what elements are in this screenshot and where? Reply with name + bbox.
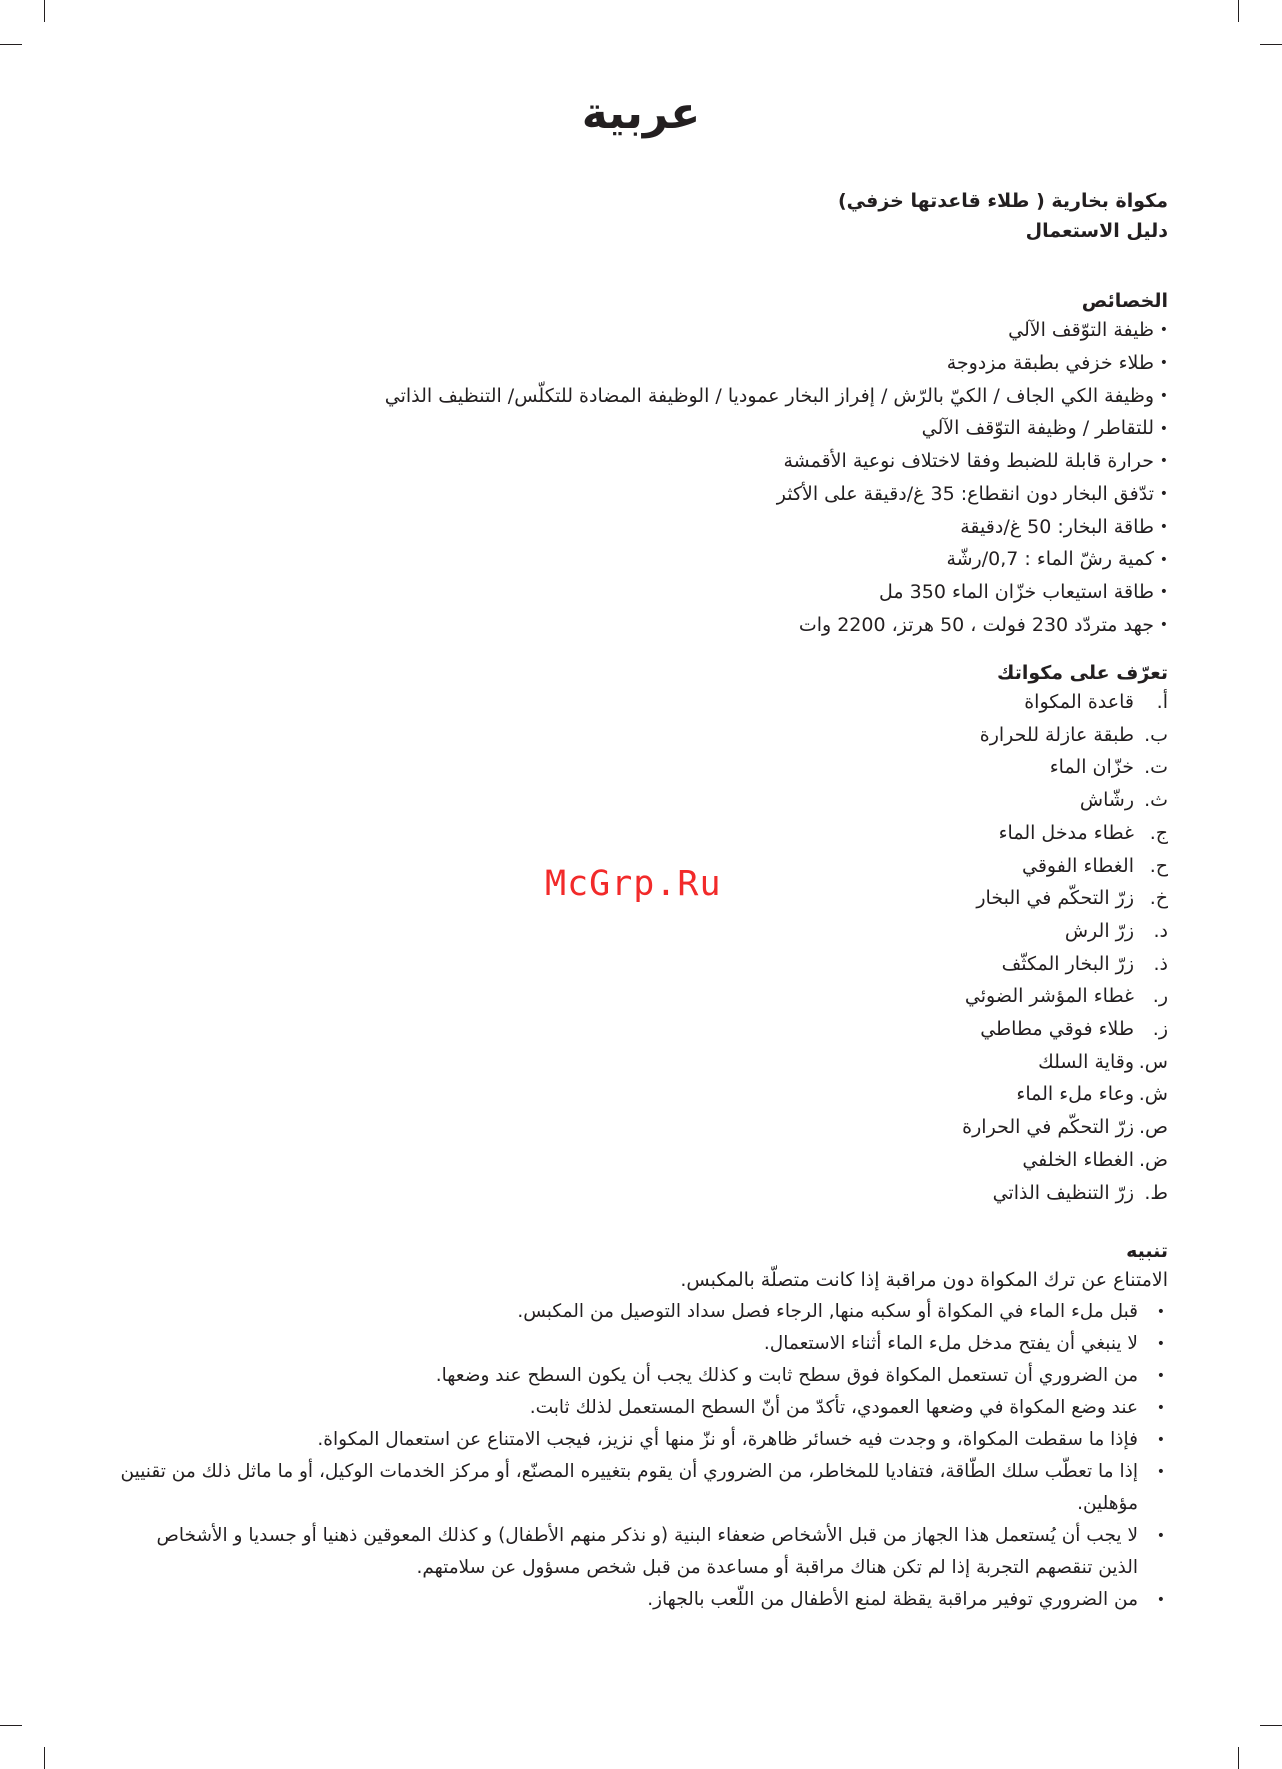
feature-item	[385, 314, 1168, 347]
feature-item	[385, 380, 1168, 413]
part-item	[962, 980, 1168, 1013]
features-list	[385, 314, 1168, 642]
document-heading	[838, 186, 1168, 246]
part-item	[962, 1144, 1168, 1177]
part-label: زرّ التحكّم في الحرارة	[962, 1116, 1134, 1139]
warning-item	[118, 1296, 1168, 1328]
part-letter: ت.	[1144, 756, 1168, 779]
bullet-icon: •	[1159, 518, 1168, 535]
part-item	[962, 882, 1168, 915]
feature-text: جهد متردّد 230 فولت ، 50 هرتز، 2200 وات	[798, 613, 1154, 636]
part-letter: ص.	[1138, 1116, 1168, 1139]
warning-item	[118, 1520, 1168, 1584]
part-label: وعاء ملء الماء	[1016, 1083, 1134, 1106]
warning-heading: تنبيه	[1126, 1240, 1168, 1262]
part-letter: ض.	[1138, 1148, 1168, 1171]
part-label: زرّ التنظيف الذاتي	[992, 1181, 1134, 1204]
part-label: طلاء فوقي مطاطي	[980, 1018, 1134, 1041]
feature-text: وظيفة الكي الجاف / الكيّ بالرّش / إفراز البخار عموديا / الوظيفة المضادة للتكلّس/ التنظيف الذاتي	[384, 384, 1154, 407]
feature-text: كمية رشّ الماء : 0,7/رشّة	[946, 548, 1154, 571]
part-label: زرّ الرش	[1064, 919, 1134, 942]
warnings-list	[118, 1296, 1168, 1616]
part-label: رشّاش	[1079, 789, 1134, 812]
bullet-icon: •	[1156, 1400, 1165, 1416]
feature-text: حرارة قابلة للضبط وفقا لاختلاف نوعية الأقمشة	[783, 450, 1154, 472]
feature-text: طاقة البخار: 50 غ/دقيقة	[960, 515, 1154, 538]
part-letter: ح.	[1149, 854, 1168, 877]
bullet-icon: •	[1159, 322, 1168, 339]
part-item	[962, 686, 1168, 719]
part-label: طبقة عازلة للحرارة	[979, 723, 1134, 746]
warning-text: لا ينبغي أن يفتح مدخل ملء الماء أثناء الاستعمال.	[763, 1333, 1138, 1354]
part-letter: ط.	[1144, 1181, 1168, 1204]
part-item	[962, 1078, 1168, 1111]
bullet-icon: •	[1159, 551, 1168, 568]
part-label: زرّ التحكّم في البخار	[976, 887, 1134, 910]
part-label: الغطاء الخلفي	[1022, 1148, 1134, 1171]
part-label: غطاء مدخل الماء	[998, 821, 1134, 844]
warning-text: لا يجب أن يُستعمل هذا الجهاز من قبل الأشخاص ضعفاء البنية (و نذكر منهم الأطفال) و كذلك المعوقين ذهنيا أو جسديا و الأشخاص الذين تنقصهم التجربة إذا لم تكن هناك مراقبة أو مساعدة من قبل شخص مسؤول عن سلامتهم.	[156, 1525, 1138, 1578]
part-item	[962, 1111, 1168, 1144]
part-letter: ج.	[1149, 821, 1168, 844]
feature-text: ظيفة التوّقف الآلي	[1008, 319, 1154, 341]
part-label: خزّان الماء	[1049, 756, 1134, 779]
bullet-icon: •	[1156, 1304, 1165, 1320]
part-item	[962, 719, 1168, 752]
warning-lead: الامتناع عن ترك المكواة دون مراقبة إذا كانت متصلّة بالمكبس.	[680, 1269, 1168, 1291]
warning-item	[118, 1392, 1168, 1424]
bullet-icon: •	[1159, 617, 1168, 633]
feature-item	[385, 478, 1168, 511]
part-letter: خ.	[1149, 887, 1168, 910]
part-label: الغطاء الفوقي	[1022, 854, 1134, 877]
part-item	[962, 850, 1168, 883]
part-letter: ز.	[1152, 1018, 1168, 1041]
watermark: McGrp.Ru	[545, 864, 722, 904]
part-letter: ش.	[1138, 1083, 1168, 1106]
warning-item	[118, 1328, 1168, 1360]
feature-text: تدّفق البخار دون انقطاع: 35 غ/دقيقة على الأكثر	[776, 482, 1154, 505]
parts-list	[962, 686, 1168, 1209]
feature-item	[385, 609, 1168, 642]
part-letter: ث.	[1144, 789, 1168, 812]
feature-item	[385, 511, 1168, 544]
bullet-icon: •	[1156, 1368, 1165, 1384]
part-letter: ر.	[1152, 985, 1168, 1008]
part-item	[962, 751, 1168, 784]
part-label: زرّ البخار المكثّف	[1001, 952, 1134, 975]
parts-section	[962, 660, 1168, 1209]
warning-text: من الضروري توفير مراقبة يقظة لمنع الأطفال من اللّعب بالجهاز.	[647, 1589, 1138, 1610]
warning-text: من الضروري أن تستعمل المكواة فوق سطح ثابت و كذلك يجب أن يكون السطح عند وضعها.	[435, 1365, 1138, 1386]
bullet-icon: •	[1159, 387, 1168, 404]
bullet-icon: •	[1159, 355, 1168, 371]
feature-item	[385, 412, 1168, 445]
part-item	[962, 817, 1168, 850]
warning-text: قبل ملء الماء في المكواة أو سكبه منها, الرجاء فصل سداد التوصيل من المكبس.	[517, 1301, 1138, 1322]
bullet-icon: •	[1159, 453, 1168, 470]
bullet-icon: •	[1156, 1432, 1165, 1448]
part-letter: س.	[1138, 1050, 1168, 1073]
feature-item	[385, 543, 1168, 576]
part-item	[962, 915, 1168, 948]
feature-item	[385, 445, 1168, 478]
part-letter: د.	[1153, 919, 1168, 942]
feature-item	[385, 576, 1168, 609]
features-heading: الخصائص	[1081, 290, 1168, 312]
warning-text: عند وضع المكواة في وضعها العمودي، تأكدّ من أنّ السطح المستعمل لذلك ثابت.	[529, 1397, 1138, 1418]
bullet-icon: •	[1156, 1464, 1165, 1480]
part-letter: أ.	[1156, 691, 1168, 713]
feature-text: طاقة استيعاب خزّان الماء 350 مل	[879, 581, 1154, 603]
language-title: عربية	[581, 88, 701, 139]
feature-text: طلاء خزفي بطبقة مزدوجة	[946, 351, 1154, 374]
product-title: مكواة بخارية ( طلاء قاعدتها خزفي)	[837, 190, 1168, 212]
part-item	[962, 948, 1168, 981]
bullet-icon: •	[1159, 486, 1168, 502]
part-label: قاعدة المكواة	[1024, 691, 1134, 713]
bullet-icon: •	[1159, 420, 1168, 437]
warning-item	[118, 1584, 1168, 1616]
warning-section	[118, 1238, 1168, 1616]
feature-item	[385, 347, 1168, 380]
features-section	[385, 288, 1168, 642]
feature-text: للتقاطر / وظيفة التوّقف الآلي	[921, 417, 1154, 440]
part-item	[962, 1013, 1168, 1046]
warning-item	[118, 1360, 1168, 1392]
parts-heading: تعرّف على مكواتك	[997, 662, 1168, 684]
warning-text: إذا ما تعطّب سلك الطّاقة، فتفاديا للمخاطر، من الضروري أن يقوم بتغييره المصنّع، أو مركز الخدمات الوكيل، أو ما ماثل ذلك من تقنيين مؤهلين.	[120, 1461, 1138, 1514]
bullet-icon: •	[1156, 1336, 1165, 1352]
bullet-icon: •	[1156, 1528, 1165, 1544]
part-letter: ذ.	[1153, 952, 1168, 975]
warning-item	[118, 1456, 1168, 1520]
manual-title: دليل الاستعمال	[1025, 220, 1168, 242]
part-label: غطاء المؤشر الضوئي	[964, 985, 1134, 1008]
part-label: وقاية السلك	[1038, 1050, 1134, 1073]
part-item	[962, 784, 1168, 817]
part-item	[962, 1046, 1168, 1079]
bullet-icon: •	[1159, 584, 1168, 601]
warning-text: فإذا ما سقطت المكواة، و وجدت فيه خسائر ظاهرة، أو نزّ منها أي نزيز، فيجب الامتناع عن استعمال المكواة.	[317, 1429, 1138, 1450]
bullet-icon: •	[1156, 1592, 1165, 1608]
part-item	[962, 1177, 1168, 1210]
warning-item	[118, 1424, 1168, 1456]
part-letter: ب.	[1144, 723, 1168, 746]
